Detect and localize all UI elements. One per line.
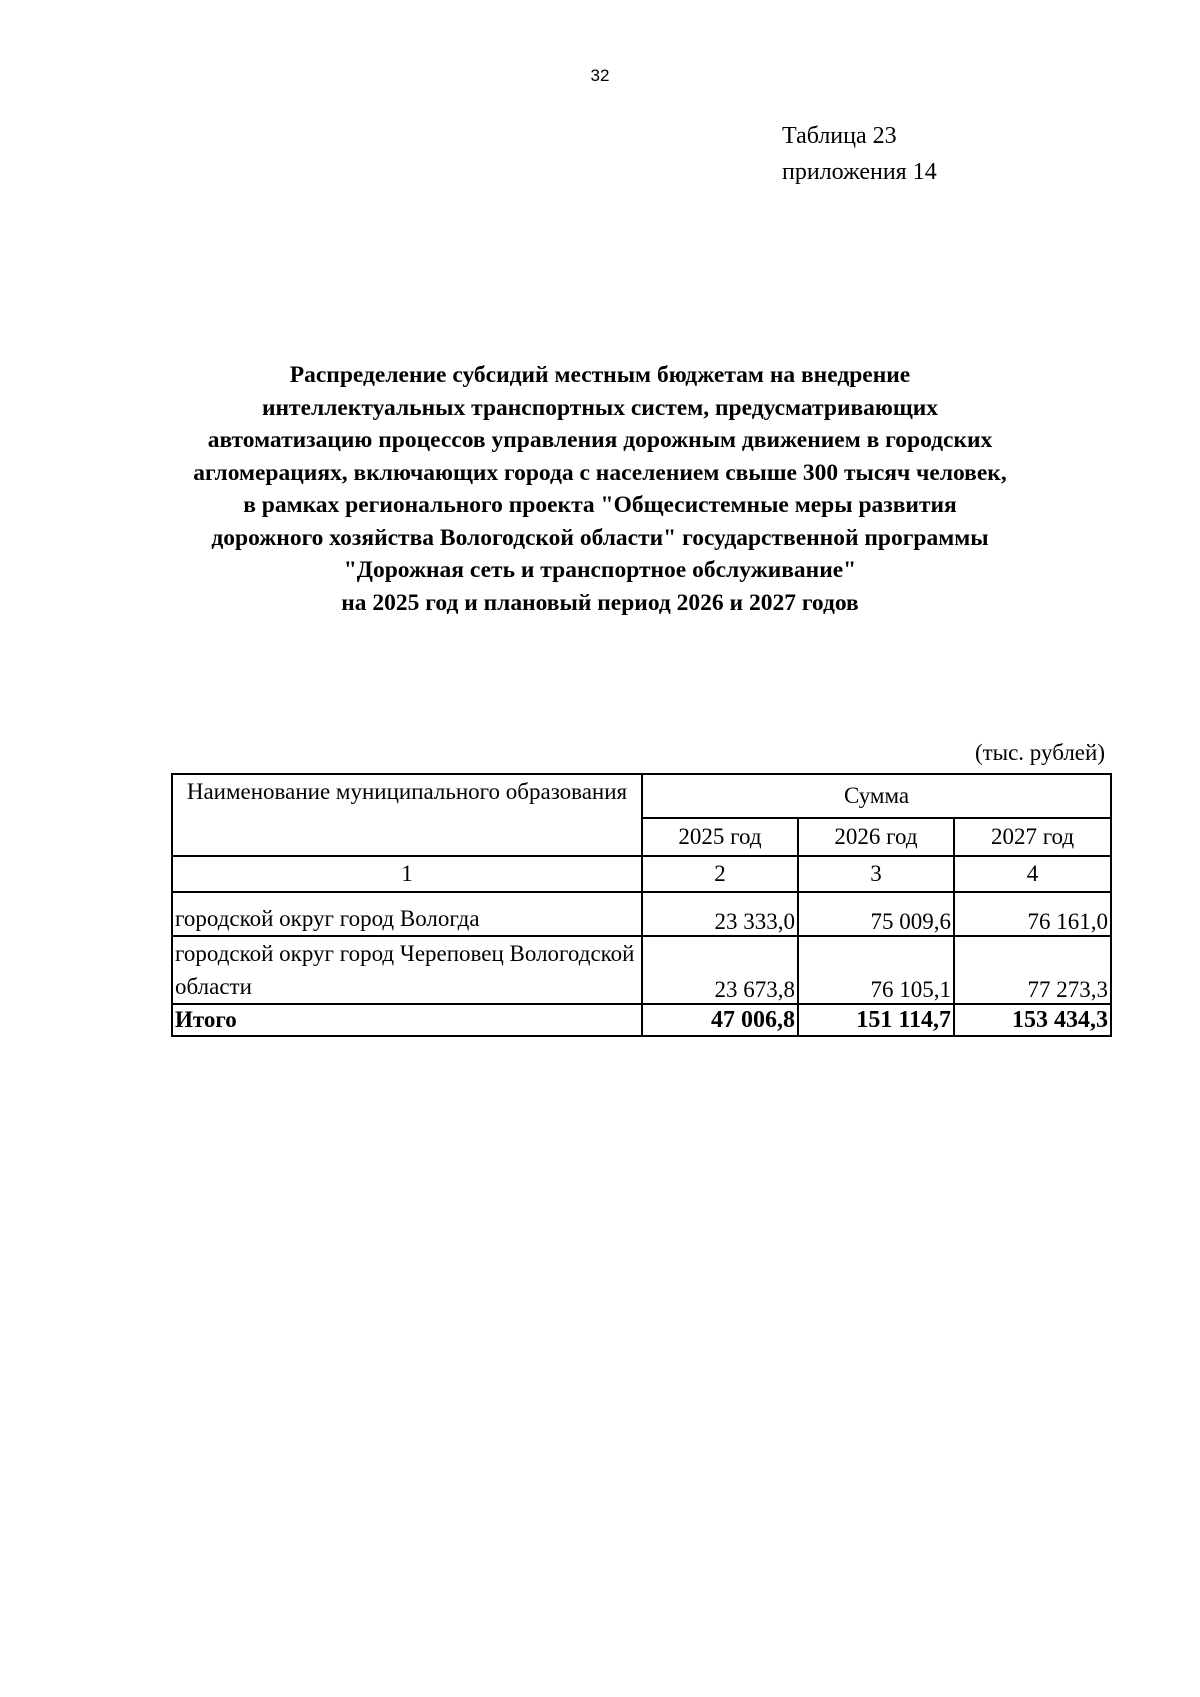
table-reference-appendix: приложения 14 [782,159,937,185]
header-year-2026: 2026 год [798,818,954,856]
title-line: на 2025 год и плановый период 2026 и 2027 годов [341,589,859,616]
table-reference [782,118,937,190]
total-2026: 151 114,7 [798,1004,954,1036]
total-2025: 47 006,8 [642,1004,798,1036]
index-cell: 4 [954,856,1111,892]
municipality-name: городской округ город Череповец Вологодской области [172,936,642,1004]
table-row [172,936,1111,1004]
index-cell: 1 [172,856,642,892]
table-reference-number: Таблица 23 [782,123,897,149]
header-year-2025: 2025 год [642,818,798,856]
total-label: Итого [172,1004,642,1036]
index-cell: 3 [798,856,954,892]
title-line: дорожного хозяйства Вологодской области" государственной программы [211,524,989,551]
title-line: Распределение субсидий местным бюджетам на внедрение [289,362,911,388]
value-2027: 77 273,3 [954,936,1111,1004]
title-line: агломерациях, включающих города с населением свыше 300 тысяч человек, [193,459,1007,486]
index-row [172,856,1111,892]
value-2026: 76 105,1 [798,936,954,1004]
value-2025: 23 673,8 [642,936,798,1004]
units-label: (тыс. рублей) [974,740,1105,765]
title-line: "Дорожная сеть и транспортное обслуживание" [343,557,857,583]
title-line: автоматизацию процессов управления дорожным движением в городских [207,427,993,453]
index-cell: 2 [642,856,798,892]
page-number: 32 [590,66,610,85]
header-row [172,774,1111,818]
total-row [172,1004,1111,1036]
municipality-name: городской округ город Вологда [172,892,642,936]
value-2025: 23 333,0 [642,892,798,936]
value-2026: 75 009,6 [798,892,954,936]
value-2027: 76 161,0 [954,892,1111,936]
table-row [172,892,1111,936]
title-line: интеллектуальных транспортных систем, предусматривающих [261,394,939,421]
title-line: в рамках регионального проекта "Общесистемные меры развития [243,492,957,518]
total-2027: 153 434,3 [954,1004,1111,1036]
header-name-cell: Наименование муниципального образования [172,774,642,856]
header-sum-cell: Сумма [642,774,1111,818]
subsidies-table [171,773,1112,1037]
document-title [120,359,1080,619]
header-year-2027: 2027 год [954,818,1111,856]
